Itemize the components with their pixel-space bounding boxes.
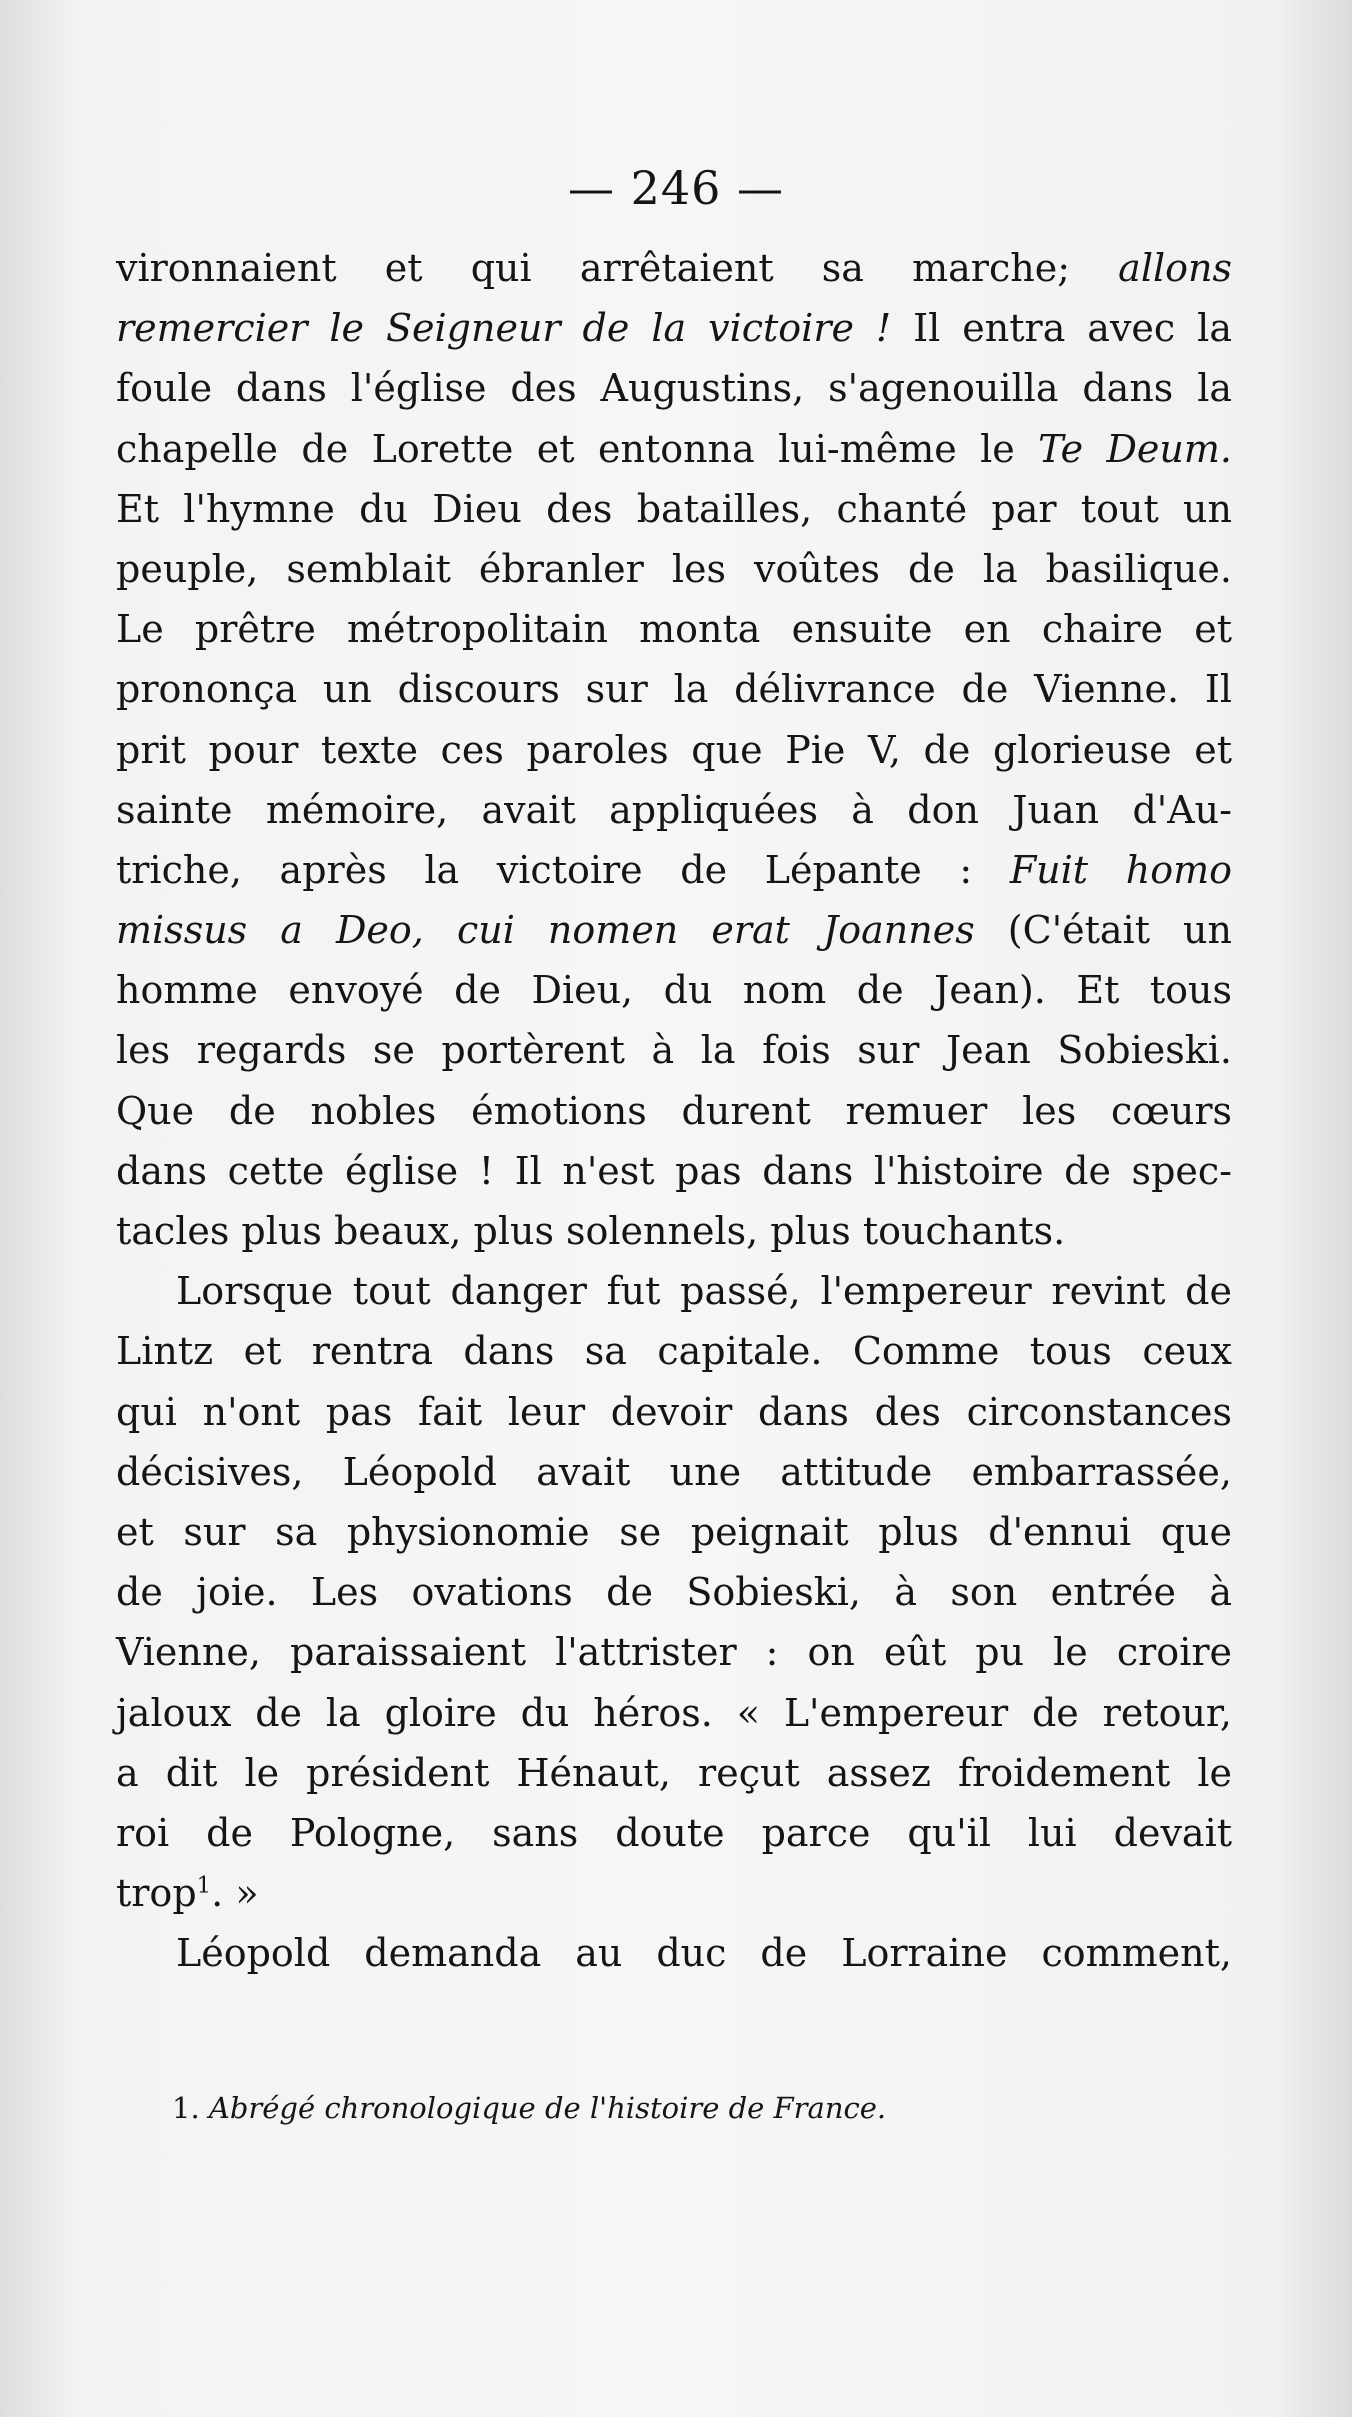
text-line: qui n'ont pas fait leur devoir dans des circonstances (116, 1389, 1232, 1434)
text-line: trop$^1$. » (116, 1871, 259, 1916)
text-line: Et l'hymne du Dieu des batailles, chanté par tout un (116, 486, 1232, 531)
text-line: et sur sa physionomie se peignait plus d'ennui que (116, 1509, 1232, 1554)
text-line: roi de Pologne, sans doute parce qu'il lui devait (116, 1810, 1232, 1855)
text-line: Vienne, paraissaient l'attrister : on eût pu le croire (116, 1630, 1232, 1675)
text-line: peuple, semblait ébranler les voûtes de la basilique. (116, 546, 1232, 591)
text-line: de joie. Les ovations de Sobieski, à son entrée à (116, 1570, 1232, 1615)
text-line: foule dans l'église des Augustins, s'agenouilla dans la (116, 366, 1232, 411)
text-line: décisives, Léopold avait une attitude embarrassée, (116, 1449, 1232, 1494)
text-line: prononça un discours sur la délivrance de Vienne. Il (116, 667, 1232, 712)
text-line: les regards se portèrent à la fois sur Jean Sobieski. (116, 1028, 1232, 1073)
body-text (116, 238, 1232, 1983)
text-line: a dit le président Hénaut, reçut assez froidement le (116, 1750, 1232, 1795)
text-line: Lorsque tout danger fut passé, l'empereur revint de (176, 1269, 1232, 1314)
text-line: vironnaient et qui arrêtaient sa marche; allons (116, 246, 1232, 290)
text-line: chapelle de Lorette et entonna lui-même le Te Deum. (116, 426, 1232, 471)
footnote-text: Abrégé chronologique de l'histoire de France. (208, 2091, 887, 2125)
text-line: dans cette église ! Il n'est pas dans l'histoire de spec- (116, 1148, 1232, 1193)
text-line: remercier le Seigneur de la victoire ! Il entra avec la (116, 306, 1232, 351)
text-line: triche, après la victoire de Lépante : Fuit homo (116, 847, 1232, 892)
text-line: tacles plus beaux, plus solennels, plus touchants. (116, 1209, 1066, 1253)
text-line: sainte mémoire, avait appliquées à don Juan d'Au- (116, 787, 1232, 832)
footnote-reference: 1 (196, 1872, 212, 1899)
footnote (172, 2088, 1232, 2128)
text-line: jaloux de la gloire du héros. « L'empereur de retour, (116, 1690, 1232, 1735)
text-line: Que de nobles émotions durent remuer les cœurs (116, 1088, 1232, 1133)
text-line: Lintz et rentra dans sa capitale. Comme tous ceux (116, 1329, 1232, 1374)
text-line: Léopold demanda au duc de Lorraine comment, (176, 1931, 1232, 1976)
footnote-number: 1. (172, 2091, 200, 2125)
text-line: homme envoyé de Dieu, du nom de Jean). Et tous (116, 968, 1232, 1013)
text-line: missus a Deo, cui nomen erat Joannes (C'était un (116, 908, 1232, 953)
text-line: Le prêtre métropolitain monta ensuite en chaire et (116, 607, 1232, 652)
text-line: prit pour texte ces paroles que Pie V, de glorieuse et (116, 727, 1232, 772)
page-number: — 246 — (567, 161, 785, 215)
